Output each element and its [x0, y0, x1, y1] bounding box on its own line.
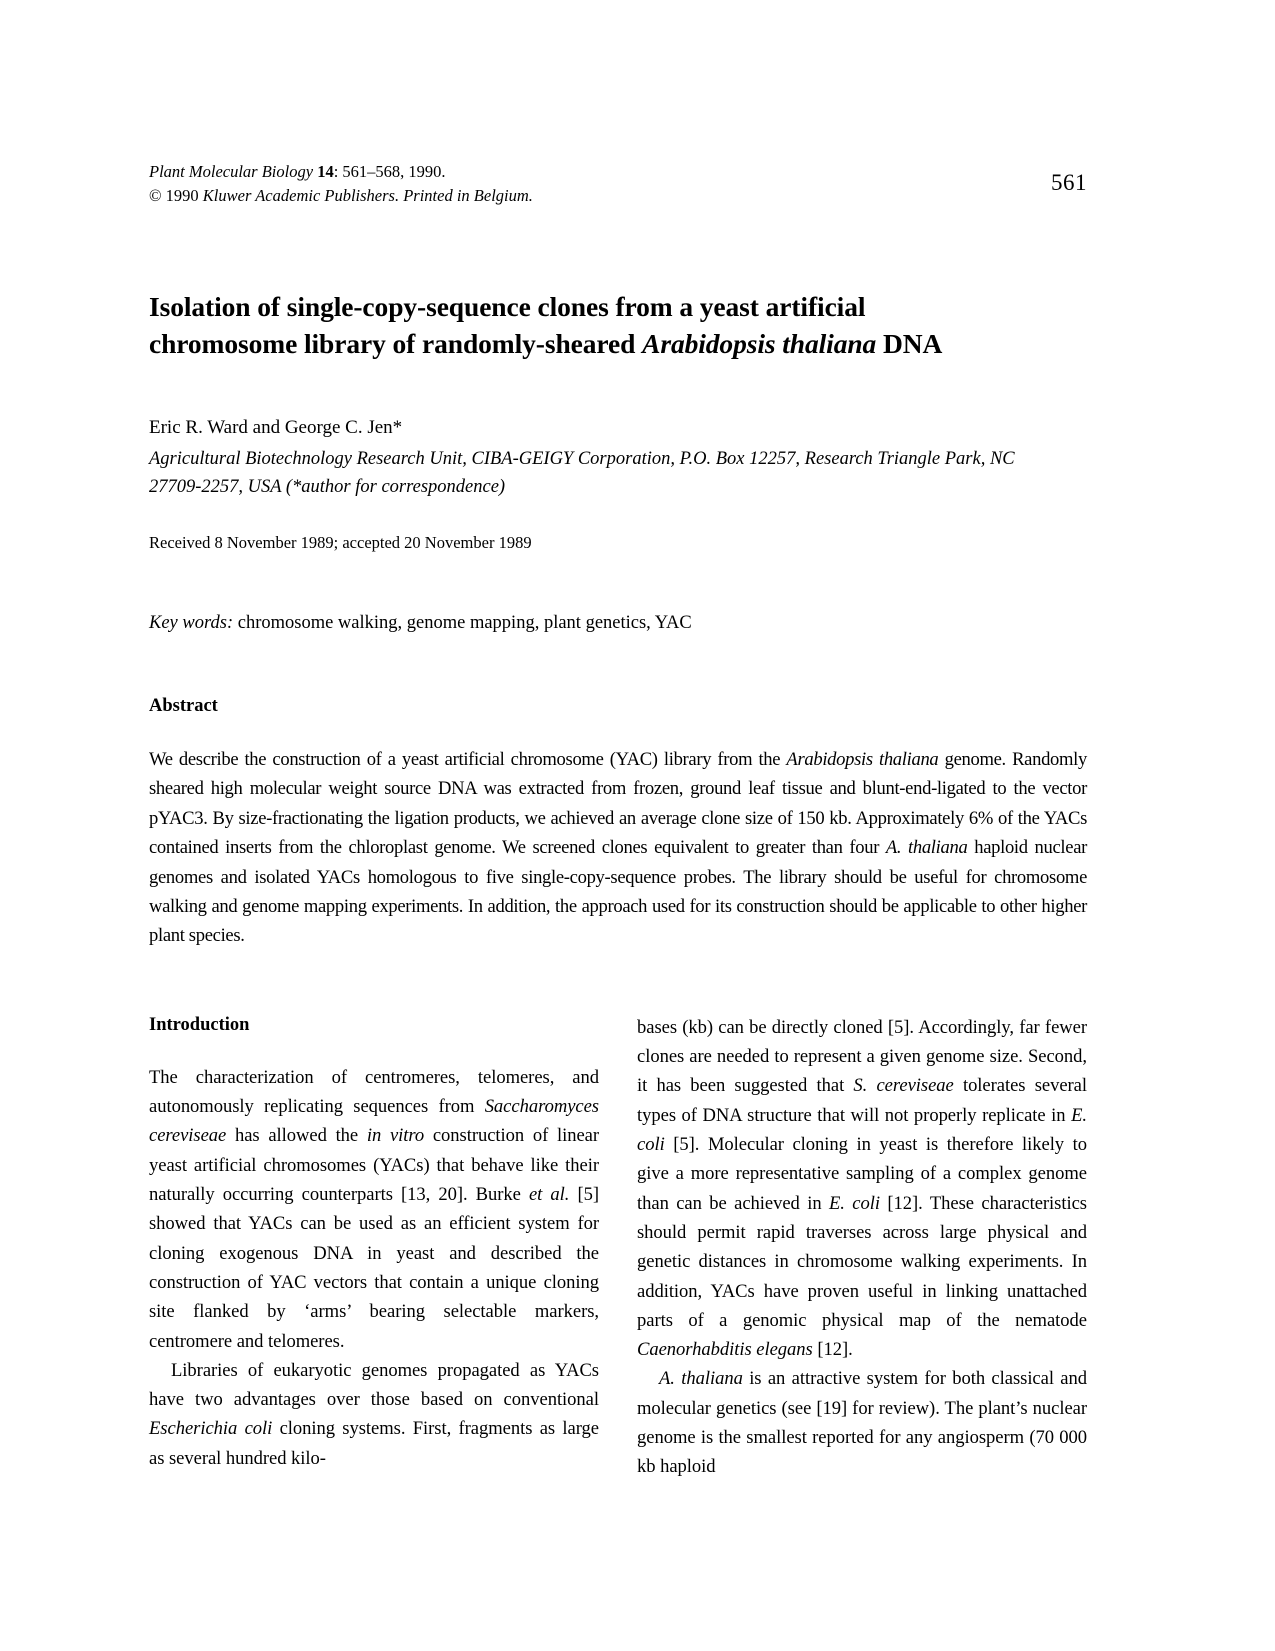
article-title-species: Arabidopsis thaliana	[642, 328, 877, 359]
intro-p1-seg-b: has allowed the	[226, 1125, 367, 1147]
page-content	[149, 160, 1087, 1482]
intro-r1-seg-d: [12]. These characteristics should permit rapid traverses across large physical and genetic distances in chromosome walking experiments. In addition, YACs have proven useful in linking unattached parts of a genomic physical map of the nematode	[637, 1192, 1087, 1331]
article-title-line-2a: chromosome library of randomly-sheared	[149, 328, 643, 359]
journal-volume: 14	[317, 162, 334, 181]
intro-r1-seg-b: tolerates several types of DNA structure that will not properly replicate in	[637, 1075, 1087, 1126]
intro-paragraph-1	[149, 1063, 599, 1356]
introduction-heading: Introduction	[149, 1014, 250, 1035]
intro-p1-seg-a: The characterization of centromeres, telomeres, and autonomously replicating sequences from	[149, 1066, 599, 1118]
article-title	[149, 288, 1087, 362]
abstract-seg-3: haploid nuclear genomes and isolated YACs homologous to five single-copy-sequence probes. The library should be useful for chromosome walking and genome mapping experiments. In addition, the approach used for its construction should be applicable to other higher plant species.	[149, 837, 1087, 947]
intro-r1-seg-e: [12].	[812, 1339, 853, 1361]
publisher-name: Kluwer Academic Publishers. Printed in Belgium.	[202, 186, 533, 205]
author-affiliation: Agricultural Biotechnology Research Unit, CIBA-GEIGY Corporation, P.O. Box 12257, Research Triangle Park, NC 27709-2257, USA (*author for correspondence)	[149, 449, 1015, 497]
title-block	[149, 288, 1087, 362]
abstract-species-2: A. thaliana	[885, 837, 968, 859]
intro-p1-species-1: Saccharomyces cereviseae	[149, 1096, 599, 1147]
intro-r2-seg-a: is an attractive system for both classical and molecular genetics (see [19] for review). The plant’s nuclear genome is the smallest reported for any angiosperm (70 000 kb haploid	[637, 1368, 1087, 1478]
abstract-seg-2: genome. Randomly sheared high molecular weight source DNA was extracted from frozen, ground leaf tissue and blunt-end-ligated to the vector pYAC3. By size-fractionating the ligation products, we achieved an average clone size of 150 kb. Approximately 6% of the YACs contained inserts from the chloroplast genome. We screened clones equivalent to greater than four	[149, 749, 1087, 859]
intro-r1-species-1: S. cereviseae	[853, 1075, 954, 1097]
intro-p1-etal: et al.	[528, 1184, 570, 1206]
journal-header	[149, 160, 1087, 216]
intro-r1-seg-c: [5]. Molecular cloning in yeast is therefore likely to give a more representative sampling of a complex genome than can be achieved in	[637, 1134, 1087, 1214]
author-names: Eric R. Ward and George C. Jen*	[149, 417, 403, 438]
intro-paragraph-2	[149, 1356, 599, 1473]
abstract-seg-1: We describe the construction of a yeast artificial chromosome (YAC) library from the	[149, 749, 787, 770]
journal-pages-year: : 561–568, 1990.	[333, 162, 446, 181]
intro-r1-seg-a: bases (kb) can be directly cloned [5]. Accordingly, far fewer clones are needed to represent a given genome size. Second, it has been suggested that	[637, 1016, 1087, 1097]
right-column	[637, 1013, 1087, 1482]
intro-p1-seg-d: [5] showed that YACs can be used as an efficient system for cloning exogenous DNA in yeast and described the construction of YAC vectors that contain a unique cloning site flanked by ‘arms’ bearing selectable markers, centromere and telomeres.	[149, 1184, 599, 1352]
intro-p2-species-1: Escherichia coli	[149, 1418, 273, 1440]
journal-name: Plant Molecular Biology	[149, 162, 314, 181]
left-column	[149, 1013, 599, 1482]
intro-r1-celegans: Caenorhabditis elegans	[637, 1339, 813, 1361]
copyright-line	[149, 184, 1087, 208]
journal-reference-line	[149, 160, 1087, 184]
authors-block	[149, 414, 1087, 501]
keywords-line	[149, 610, 1087, 636]
intro-paragraph-2-cont	[637, 1013, 1087, 1365]
keywords-list: chromosome walking, genome mapping, plant genetics, YAC	[233, 613, 692, 633]
abstract-species-1: Arabidopsis thaliana	[786, 749, 939, 770]
intro-r1-ecoli-2: E. coli	[828, 1192, 880, 1214]
article-title-line-2b: DNA	[876, 328, 943, 359]
intro-r2-species: A. thaliana	[659, 1368, 743, 1390]
article-title-line-1: Isolation of single-copy-sequence clones from a yeast artificial	[149, 291, 866, 322]
abstract-block	[149, 694, 1087, 951]
body-columns	[149, 1013, 1087, 1482]
intro-p2-seg-b: cloning systems. First, fragments as large as several hundred kilo-	[149, 1418, 599, 1469]
intro-r1-ecoli-1: E. coli	[637, 1104, 1087, 1156]
keywords-label: Key words:	[149, 613, 234, 633]
intro-paragraph-3	[637, 1364, 1087, 1481]
abstract-text	[149, 745, 1087, 951]
intro-p1-seg-c: construction of linear yeast artificial chromosomes (YACs) that behave like their naturally occurring counterparts [13, 20]. Burke	[149, 1125, 600, 1206]
abstract-heading: Abstract	[149, 696, 218, 716]
received-accepted-line: Received 8 November 1989; accepted 20 November 1989	[149, 533, 532, 552]
intro-p1-invitro: in vitro	[366, 1125, 425, 1147]
page-number: 561	[1051, 170, 1087, 195]
copyright-year: 1990	[165, 186, 199, 205]
intro-p2-seg-a: Libraries of eukaryotic genomes propagated as YACs have two advantages over those based on conventional	[149, 1359, 599, 1411]
copyright-symbol: ©	[149, 186, 162, 205]
